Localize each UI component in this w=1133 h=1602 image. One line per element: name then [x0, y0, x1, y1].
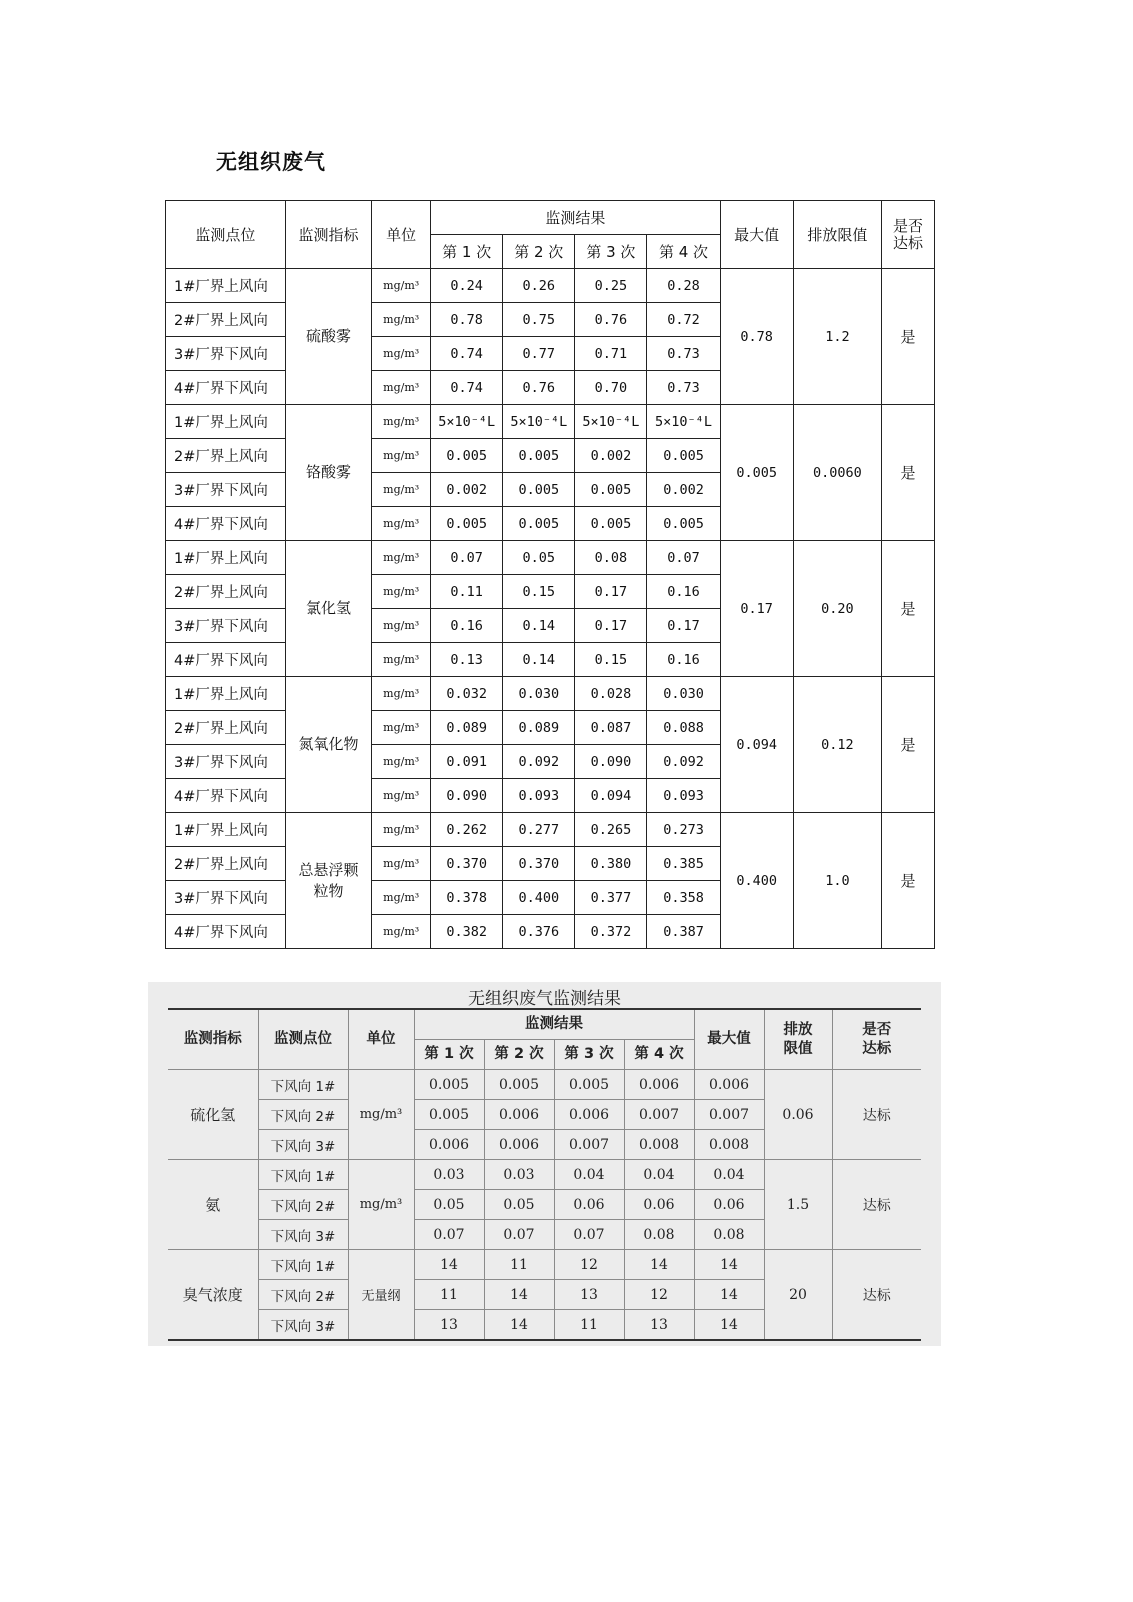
header-results: 监测结果 [431, 201, 720, 235]
value-cell: 0.74 [431, 337, 503, 371]
point-cell: 下风向 1# [258, 1070, 348, 1100]
value-cell: 5×10⁻⁴L [503, 405, 575, 439]
max-cell: 14 [694, 1280, 764, 1310]
value-cell: 0.093 [503, 779, 575, 813]
unit-cell: mg/m³ [372, 711, 431, 745]
point-cell: 3#厂界下风向 [166, 745, 286, 779]
value-cell: 0.04 [624, 1160, 694, 1190]
value-cell: 0.382 [431, 915, 503, 949]
value-cell: 0.005 [503, 473, 575, 507]
value-cell: 0.07 [431, 541, 503, 575]
table-row [168, 1070, 921, 1100]
point-cell: 3#厂界下风向 [166, 609, 286, 643]
point-cell: 1#厂界上风向 [166, 269, 286, 303]
value-cell: 0.032 [431, 677, 503, 711]
value-cell: 0.25 [575, 269, 647, 303]
value-cell: 0.092 [647, 745, 720, 779]
value-cell: 0.380 [575, 847, 647, 881]
unit-cell: mg/m³ [372, 813, 431, 847]
point-cell: 下风向 3# [258, 1220, 348, 1250]
value-cell: 0.04 [554, 1160, 624, 1190]
table-row [168, 1250, 921, 1280]
max-cell: 0.06 [694, 1190, 764, 1220]
value-cell: 0.005 [503, 507, 575, 541]
value-cell: 0.74 [431, 371, 503, 405]
limit-cell: 1.5 [764, 1160, 832, 1250]
point-cell: 下风向 1# [258, 1250, 348, 1280]
point-cell: 下风向 2# [258, 1190, 348, 1220]
value-cell: 0.05 [503, 541, 575, 575]
limit-cell: 1.0 [793, 813, 881, 949]
limit-cell: 20 [764, 1250, 832, 1341]
value-cell: 0.28 [647, 269, 720, 303]
value-cell: 0.087 [575, 711, 647, 745]
max-cell: 0.006 [694, 1070, 764, 1100]
scanned-table-title: 无组织废气监测结果 [468, 989, 621, 1009]
value-cell: 0.006 [484, 1130, 554, 1160]
value-cell: 0.03 [414, 1160, 484, 1190]
compliant-cell: 是 [882, 541, 935, 677]
value-cell: 0.277 [503, 813, 575, 847]
point-cell: 1#厂界上风向 [166, 677, 286, 711]
indicator-cell: 氯化氢 [285, 541, 371, 677]
unit-cell: mg/m³ [348, 1070, 414, 1160]
max-cell: 0.04 [694, 1160, 764, 1190]
indicator-cell: 总悬浮颗粒物 [285, 813, 371, 949]
point-cell: 下风向 2# [258, 1280, 348, 1310]
header-run-2: 第 2 次 [484, 1040, 554, 1070]
value-cell: 0.007 [554, 1130, 624, 1160]
value-cell: 0.091 [431, 745, 503, 779]
value-cell: 0.088 [647, 711, 720, 745]
value-cell: 0.26 [503, 269, 575, 303]
value-cell: 0.73 [647, 371, 720, 405]
header-limit: 排放限值 [793, 201, 881, 269]
indicator-cell: 氨 [168, 1160, 258, 1250]
value-cell: 0.75 [503, 303, 575, 337]
value-cell: 0.094 [575, 779, 647, 813]
header-run-1: 第 1 次 [431, 235, 503, 269]
value-cell: 5×10⁻⁴L [647, 405, 720, 439]
unit-cell: mg/m³ [372, 303, 431, 337]
value-cell: 0.262 [431, 813, 503, 847]
value-cell: 0.17 [575, 609, 647, 643]
point-cell: 2#厂界上风向 [166, 303, 286, 337]
value-cell: 0.005 [575, 507, 647, 541]
value-cell: 0.05 [414, 1190, 484, 1220]
value-cell: 0.005 [484, 1070, 554, 1100]
point-cell: 4#厂界下风向 [166, 507, 286, 541]
value-cell: 0.06 [624, 1190, 694, 1220]
value-cell: 0.090 [431, 779, 503, 813]
header-indicator: 监测指标 [285, 201, 371, 269]
value-cell: 0.273 [647, 813, 720, 847]
value-cell: 0.089 [431, 711, 503, 745]
header-compliant: 是否达标 [882, 201, 935, 269]
compliant-cell: 是 [882, 813, 935, 949]
unit-cell: mg/m³ [372, 643, 431, 677]
max-cell: 14 [694, 1310, 764, 1341]
point-cell: 4#厂界下风向 [166, 371, 286, 405]
header-run-4: 第 4 次 [624, 1040, 694, 1070]
value-cell: 0.358 [647, 881, 720, 915]
value-cell: 0.005 [431, 507, 503, 541]
value-cell: 0.005 [414, 1100, 484, 1130]
unit-cell: mg/m³ [372, 439, 431, 473]
max-cell: 0.007 [694, 1100, 764, 1130]
point-cell: 1#厂界上风向 [166, 541, 286, 575]
unit-cell: mg/m³ [372, 609, 431, 643]
unit-cell: mg/m³ [372, 405, 431, 439]
compliant-cell: 达标 [832, 1160, 921, 1250]
point-cell: 下风向 3# [258, 1130, 348, 1160]
point-cell: 2#厂界上风向 [166, 439, 286, 473]
header-limit: 排放限值 [764, 1009, 832, 1070]
value-cell: 0.002 [575, 439, 647, 473]
value-cell: 0.002 [431, 473, 503, 507]
value-cell: 0.006 [414, 1130, 484, 1160]
unit-cell: mg/m³ [372, 779, 431, 813]
point-cell: 4#厂界下风向 [166, 643, 286, 677]
unit-cell: mg/m³ [372, 677, 431, 711]
table-row [166, 269, 935, 303]
compliant-cell: 是 [882, 405, 935, 541]
value-cell: 5×10⁻⁴L [431, 405, 503, 439]
value-cell: 0.007 [624, 1100, 694, 1130]
value-cell: 0.07 [554, 1220, 624, 1250]
value-cell: 0.090 [575, 745, 647, 779]
value-cell: 11 [484, 1250, 554, 1280]
unit-cell: mg/m³ [372, 337, 431, 371]
point-cell: 4#厂界下风向 [166, 779, 286, 813]
value-cell: 0.15 [503, 575, 575, 609]
header-max: 最大值 [720, 201, 793, 269]
value-cell: 0.76 [575, 303, 647, 337]
value-cell: 0.06 [554, 1190, 624, 1220]
value-cell: 0.24 [431, 269, 503, 303]
header-run-3: 第 3 次 [575, 235, 647, 269]
value-cell: 0.08 [624, 1220, 694, 1250]
value-cell: 0.13 [431, 643, 503, 677]
value-cell: 5×10⁻⁴L [575, 405, 647, 439]
value-cell: 0.71 [575, 337, 647, 371]
value-cell: 0.370 [503, 847, 575, 881]
value-cell: 0.400 [503, 881, 575, 915]
value-cell: 14 [484, 1280, 554, 1310]
compliant-cell: 是 [882, 677, 935, 813]
max-cell: 0.008 [694, 1130, 764, 1160]
value-cell: 0.05 [484, 1190, 554, 1220]
value-cell: 0.002 [647, 473, 720, 507]
unit-cell: mg/m³ [372, 507, 431, 541]
value-cell: 11 [414, 1280, 484, 1310]
unit-cell: mg/m³ [372, 575, 431, 609]
value-cell: 13 [554, 1280, 624, 1310]
indicator-cell: 氮氧化物 [285, 677, 371, 813]
point-cell: 下风向 2# [258, 1100, 348, 1130]
limit-cell: 1.2 [793, 269, 881, 405]
header-run-4: 第 4 次 [647, 235, 720, 269]
limit-cell: 0.20 [793, 541, 881, 677]
header-indicator: 监测指标 [168, 1009, 258, 1070]
value-cell: 14 [414, 1250, 484, 1280]
scanned-table-image [148, 982, 941, 1346]
value-cell: 0.378 [431, 881, 503, 915]
value-cell: 11 [554, 1310, 624, 1341]
point-cell: 4#厂界下风向 [166, 915, 286, 949]
value-cell: 0.005 [414, 1070, 484, 1100]
unit-cell: mg/m³ [372, 915, 431, 949]
value-cell: 0.387 [647, 915, 720, 949]
value-cell: 12 [624, 1280, 694, 1310]
table-row [166, 677, 935, 711]
max-cell: 0.17 [720, 541, 793, 677]
value-cell: 0.005 [647, 507, 720, 541]
value-cell: 0.78 [431, 303, 503, 337]
max-cell: 14 [694, 1250, 764, 1280]
limit-cell: 0.06 [764, 1070, 832, 1160]
value-cell: 0.089 [503, 711, 575, 745]
value-cell: 0.08 [575, 541, 647, 575]
value-cell: 0.005 [575, 473, 647, 507]
value-cell: 0.006 [554, 1100, 624, 1130]
value-cell: 12 [554, 1250, 624, 1280]
header-point: 监测点位 [258, 1009, 348, 1070]
point-cell: 2#厂界上风向 [166, 575, 286, 609]
value-cell: 0.15 [575, 643, 647, 677]
value-cell: 0.14 [503, 643, 575, 677]
header-unit: 单位 [372, 201, 431, 269]
max-cell: 0.08 [694, 1220, 764, 1250]
fugitive-emission-table [165, 200, 935, 949]
table-row [166, 405, 935, 439]
value-cell: 0.07 [414, 1220, 484, 1250]
value-cell: 0.028 [575, 677, 647, 711]
value-cell: 0.377 [575, 881, 647, 915]
unit-cell: mg/m³ [372, 541, 431, 575]
value-cell: 0.17 [647, 609, 720, 643]
header-unit: 单位 [348, 1009, 414, 1070]
header-max: 最大值 [694, 1009, 764, 1070]
value-cell: 0.370 [431, 847, 503, 881]
value-cell: 0.006 [484, 1100, 554, 1130]
value-cell: 0.008 [624, 1130, 694, 1160]
point-cell: 2#厂界上风向 [166, 711, 286, 745]
table-row [168, 1160, 921, 1190]
point-cell: 下风向 3# [258, 1310, 348, 1341]
value-cell: 0.07 [647, 541, 720, 575]
compliant-cell: 达标 [832, 1250, 921, 1341]
header-point: 监测点位 [166, 201, 286, 269]
value-cell: 0.07 [484, 1220, 554, 1250]
value-cell: 0.376 [503, 915, 575, 949]
compliant-cell: 达标 [832, 1070, 921, 1160]
point-cell: 下风向 1# [258, 1160, 348, 1190]
value-cell: 0.03 [484, 1160, 554, 1190]
value-cell: 0.73 [647, 337, 720, 371]
value-cell: 14 [484, 1310, 554, 1341]
table-row [166, 813, 935, 847]
unit-cell: mg/m³ [372, 473, 431, 507]
unit-cell: mg/m³ [372, 269, 431, 303]
point-cell: 1#厂界上风向 [166, 405, 286, 439]
point-cell: 2#厂界上风向 [166, 847, 286, 881]
value-cell: 0.16 [647, 575, 720, 609]
header-run-2: 第 2 次 [503, 235, 575, 269]
max-cell: 0.005 [720, 405, 793, 541]
value-cell: 0.77 [503, 337, 575, 371]
value-cell: 0.006 [624, 1070, 694, 1100]
value-cell: 0.385 [647, 847, 720, 881]
value-cell: 0.17 [575, 575, 647, 609]
indicator-cell: 硫化氢 [168, 1070, 258, 1160]
point-cell: 3#厂界下风向 [166, 337, 286, 371]
limit-cell: 0.12 [793, 677, 881, 813]
value-cell: 0.005 [431, 439, 503, 473]
point-cell: 3#厂界下风向 [166, 473, 286, 507]
value-cell: 0.005 [503, 439, 575, 473]
value-cell: 0.372 [575, 915, 647, 949]
point-cell: 3#厂界下风向 [166, 881, 286, 915]
max-cell: 0.094 [720, 677, 793, 813]
unit-cell: mg/m³ [348, 1160, 414, 1250]
max-cell: 0.78 [720, 269, 793, 405]
unit-cell: mg/m³ [372, 745, 431, 779]
limit-cell: 0.0060 [793, 405, 881, 541]
unit-cell: mg/m³ [372, 371, 431, 405]
value-cell: 0.16 [431, 609, 503, 643]
value-cell: 0.14 [503, 609, 575, 643]
scanned-monitoring-table [168, 1008, 921, 1341]
point-cell: 1#厂界上风向 [166, 813, 286, 847]
table-row [166, 541, 935, 575]
page-heading: 无组织废气 [216, 150, 326, 174]
value-cell: 0.16 [647, 643, 720, 677]
value-cell: 0.030 [647, 677, 720, 711]
header-compliant: 是否达标 [832, 1009, 921, 1070]
value-cell: 13 [624, 1310, 694, 1341]
header-results: 监测结果 [414, 1009, 694, 1040]
max-cell: 0.400 [720, 813, 793, 949]
value-cell: 13 [414, 1310, 484, 1341]
value-cell: 0.092 [503, 745, 575, 779]
value-cell: 0.72 [647, 303, 720, 337]
value-cell: 0.265 [575, 813, 647, 847]
header-run-1: 第 1 次 [414, 1040, 484, 1070]
value-cell: 0.11 [431, 575, 503, 609]
value-cell: 0.76 [503, 371, 575, 405]
indicator-cell: 铬酸雾 [285, 405, 371, 541]
unit-cell: mg/m³ [372, 881, 431, 915]
unit-cell: mg/m³ [372, 847, 431, 881]
value-cell: 0.70 [575, 371, 647, 405]
compliant-cell: 是 [882, 269, 935, 405]
unit-cell: 无量纲 [348, 1250, 414, 1341]
value-cell: 0.030 [503, 677, 575, 711]
indicator-cell: 硫酸雾 [285, 269, 371, 405]
indicator-cell: 臭气浓度 [168, 1250, 258, 1341]
value-cell: 0.093 [647, 779, 720, 813]
value-cell: 0.005 [647, 439, 720, 473]
value-cell: 14 [624, 1250, 694, 1280]
value-cell: 0.005 [554, 1070, 624, 1100]
header-run-3: 第 3 次 [554, 1040, 624, 1070]
